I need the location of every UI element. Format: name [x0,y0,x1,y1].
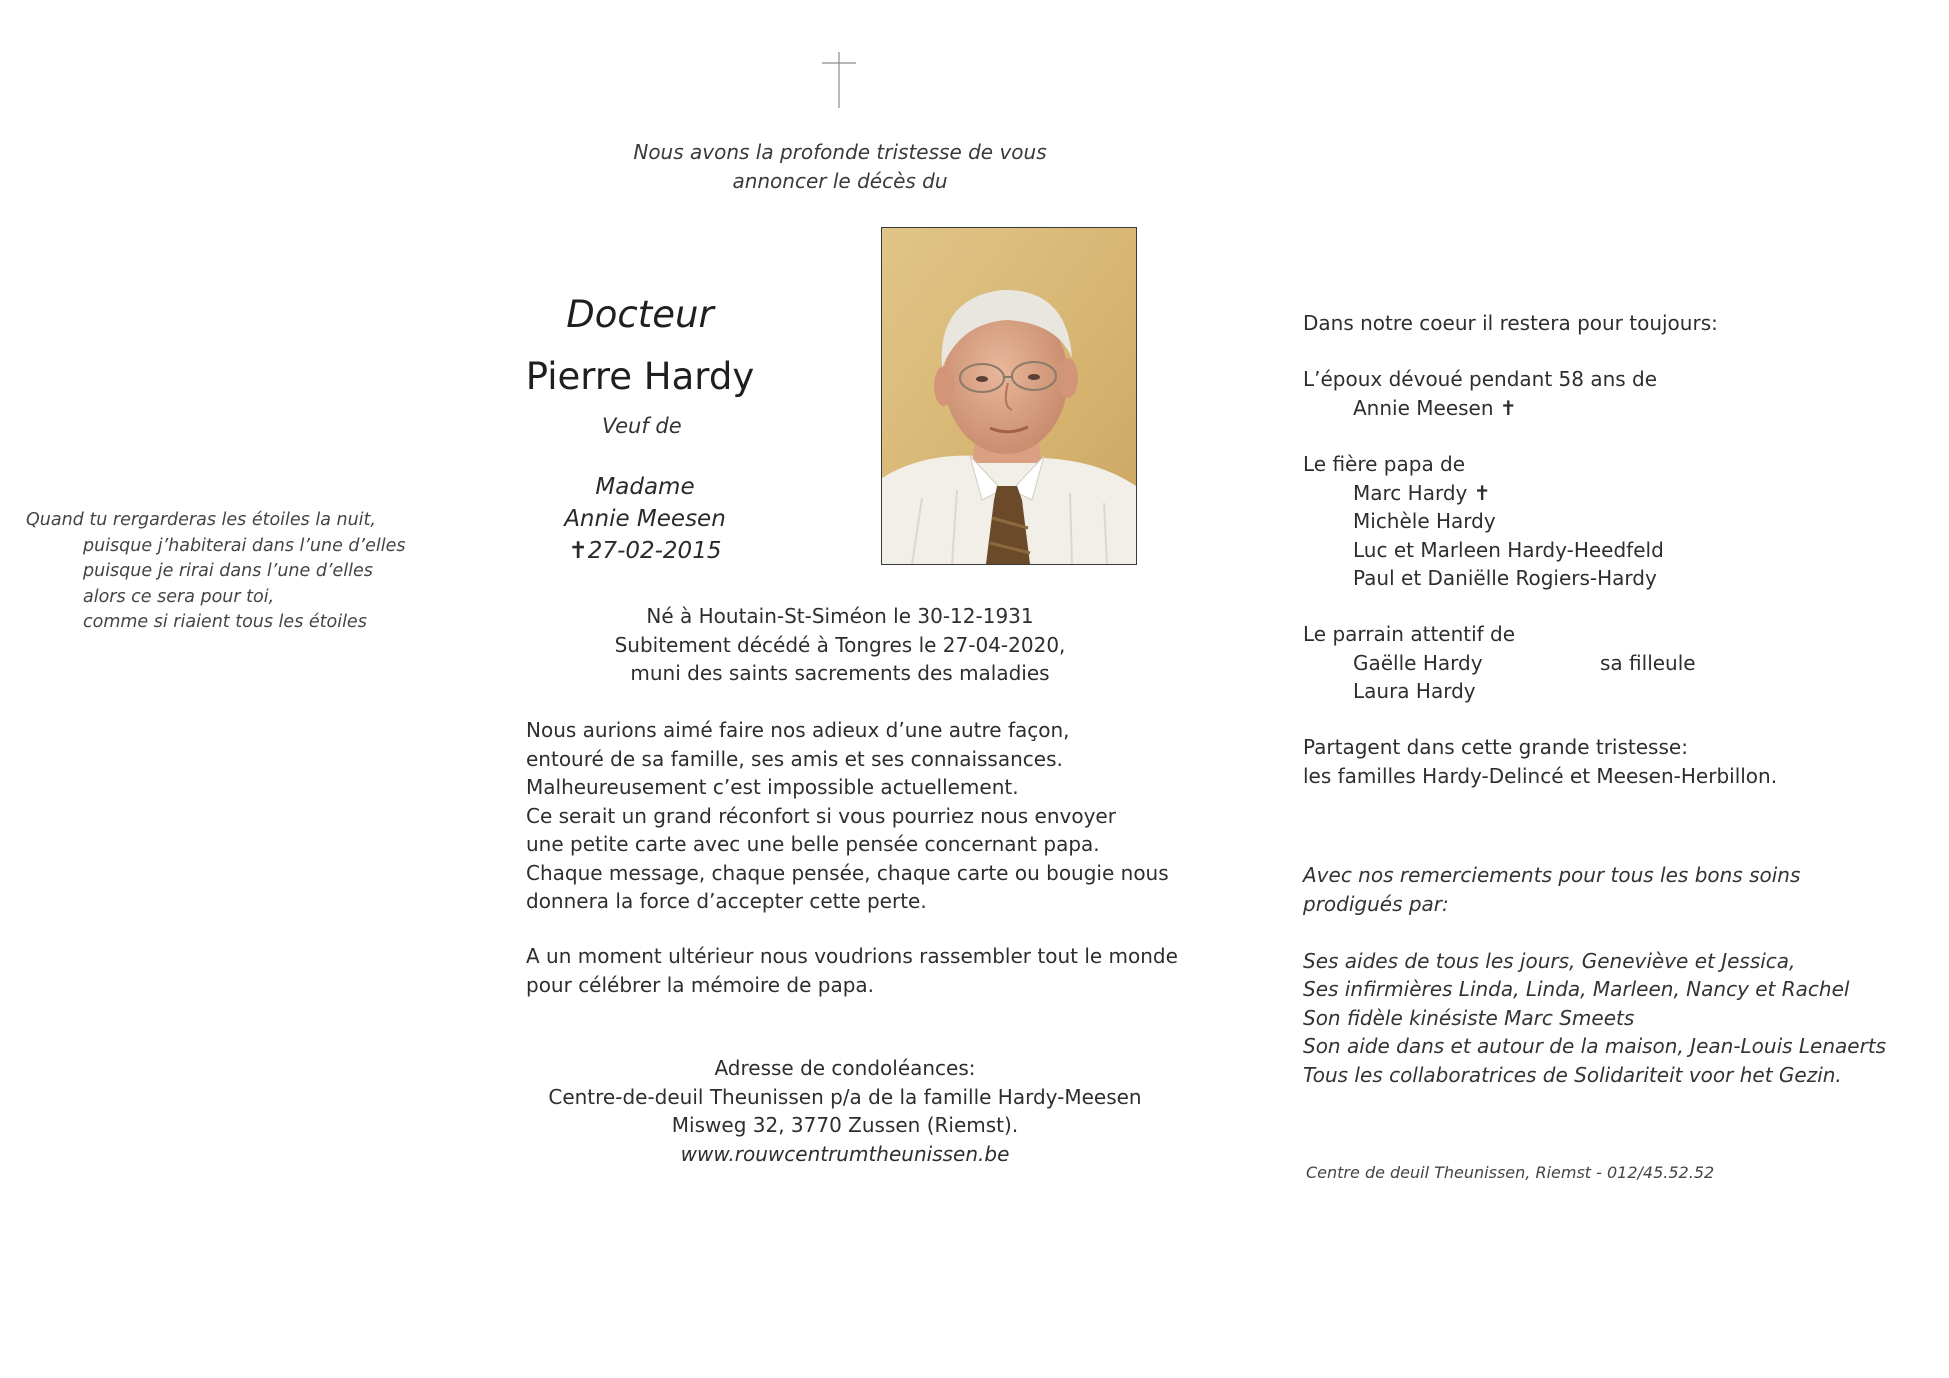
godchild-row [1303,677,1696,706]
godchild-name: Laura Hardy [1353,679,1476,703]
godchild-row [1303,649,1696,678]
message-line: entouré de sa famille, ses amis et ses connaissances. [526,746,1063,771]
message-line: Chaque message, chaque pensée, chaque carte ou bougie nous [526,860,1169,885]
child-name: Marc Hardy [1353,480,1468,505]
spouse-title: Madame [595,474,695,500]
deceased-name: Pierre Hardy [525,355,755,398]
birth-line: Né à Houtain-St-Siméon le 30-12-1931 [646,604,1034,628]
footer-credit: Centre de deuil Theunissen, Riemst - 012/45.52.52 [1306,1163,1715,1182]
address-line: Centre-de-deuil Theunissen p/a de la famille Hardy-Meesen [548,1084,1142,1109]
birth-death-info [600,602,1080,688]
message-line: Nous aurions aimé faire nos adieux d’une autre façon, [526,718,1070,742]
message-paragraph [526,716,1169,916]
children-section [1303,450,1664,593]
spouse-name: Annie Meesen [1353,395,1494,420]
share-intro: Partagent dans cette grande tristesse: [1303,735,1688,759]
sacraments-line: muni des saints sacrements des maladies [630,661,1050,685]
portrait-photo [881,227,1137,565]
website-link[interactable]: www.rouwcentrumtheunissen.be [680,1141,1010,1166]
godchildren-section [1303,620,1696,706]
spacer [1303,918,1886,947]
address-line: Misweg 32, 3770 Zussen (Riemst). [671,1113,1019,1137]
spouse-block [540,471,750,567]
death-line: Subitement décédé à Tongres le 27-04-2020, [614,632,1066,657]
children-intro: Le fière papa de [1303,452,1466,476]
poem-line: alors ce sera pour toi, [83,586,275,607]
share-section [1303,733,1777,790]
spouse-death-date-line [540,535,750,567]
deceased-name-block [500,284,780,408]
dagger-icon: ✝ [1499,395,1517,420]
godchild-name: Gaëlle Hardy [1353,650,1483,675]
poem-line: puisque je rirai dans l’une d’elles [83,561,373,581]
child-name: Luc et Marleen Hardy-Heedfeld [1353,537,1664,562]
spouse-death-date: 27-02-2015 [587,538,722,564]
child-name: Michèle Hardy [1353,509,1496,533]
intro-text [600,138,1080,196]
spouse-intro: L’époux dévoué pendant 58 ans de [1303,367,1658,391]
condolence-address [545,1054,1145,1168]
thanks-line: prodigués par: [1303,891,1449,916]
cross-icon [822,52,856,108]
thanks-line: Avec nos remerciements pour tous les bons soins [1303,863,1801,887]
thanks-item: Son fidèle kinésiste Marc Smeets [1303,1005,1635,1030]
poem-line: puisque j’habiterai dans l’une d’elles [83,535,406,556]
thanks-section [1303,861,1886,1089]
godchild-note: sa filleule [1600,650,1696,675]
deceased-title: Docteur [566,293,714,336]
spouse-entry [1303,394,1657,423]
dagger-icon: ✝ [568,538,588,564]
heart-line: Dans notre coeur il restera pour toujours: [1303,311,1718,335]
message-line: donnera la force d’accepter cette perte. [526,889,927,913]
intro-line: annoncer le décès du [732,169,948,193]
thanks-item: Ses infirmières Linda, Linda, Marleen, Nancy et Rachel [1303,977,1850,1001]
spouse-name: Annie Meesen [564,506,726,532]
dagger-icon: ✝ [1473,480,1491,505]
poem-line: Quand tu rergarderas les étoiles la nuit, [26,510,376,530]
spouse-section [1303,365,1657,422]
thanks-item: Son aide dans et autour de la maison, Jean-Louis Lenaerts [1303,1034,1887,1058]
message-line: pour célébrer la mémoire de papa. [526,972,875,997]
thanks-item: Tous les collaboratrices de Solidariteit voor het Gezin. [1303,1062,1842,1087]
thanks-item: Ses aides de tous les jours, Geneviève et Jessica, [1303,948,1796,973]
intro-line: Nous avons la profonde tristesse de vous [633,140,1047,164]
message-paragraph-2 [526,942,1178,999]
message-line: Malheureusement c’est impossible actuellement. [526,775,1019,799]
child-name: Paul et Daniëlle Rogiers-Hardy [1353,566,1657,590]
address-label: Adresse de condoléances: [714,1056,976,1080]
message-line: Ce serait un grand réconfort si vous pourriez nous envoyer [526,803,1116,828]
message-line: A un moment ultérieur nous voudrions rassembler tout le monde [526,944,1178,968]
share-families: les familles Hardy-Delincé et Meesen-Herbillon. [1303,763,1778,788]
poem [26,508,405,636]
poem-line: comme si riaient tous les étoiles [83,612,367,632]
godfather-intro: Le parrain attentif de [1303,622,1516,646]
child-entry [1303,479,1664,508]
widow-label: Veuf de [602,414,682,438]
message-line: une petite carte avec une belle pensée concernant papa. [526,832,1100,856]
